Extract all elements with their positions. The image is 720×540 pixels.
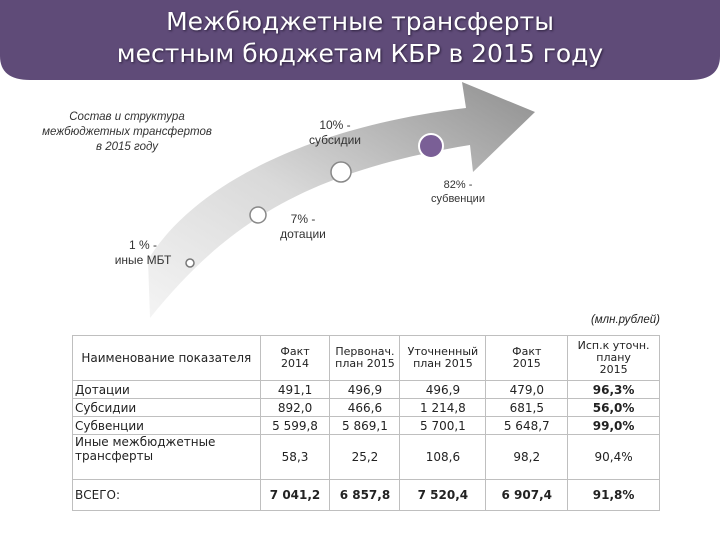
cell-refined-plan: 1 214,8 (400, 399, 486, 417)
header-text: Исп.к уточн. (577, 339, 650, 352)
cell-fact-2015: 479,0 (486, 381, 568, 399)
total-fact-2014: 7 041,2 (260, 480, 330, 511)
total-execution: 91,8% (568, 480, 660, 511)
cell-execution: 99,0% (568, 417, 660, 435)
row-name: Субвенции (73, 417, 261, 435)
structure-caption-line: межбюджетных трансфертов (42, 126, 212, 138)
subsidies-label (290, 118, 380, 148)
row-name: Дотации (73, 381, 261, 399)
transfers-table (72, 335, 660, 511)
subsidies-name: субсидии (309, 133, 361, 147)
row-name: Субсидии (73, 399, 261, 417)
cell-execution: 56,0% (568, 399, 660, 417)
cell-refined-plan: 5 700,1 (400, 417, 486, 435)
marker-subventions (331, 162, 351, 182)
header-text: Факт (512, 345, 542, 358)
header-fact-2014 (260, 336, 330, 381)
row-name: Иные межбюджетные трансферты (73, 435, 261, 480)
cell-execution: 90,4% (568, 435, 660, 480)
table-header-row (73, 336, 660, 381)
cell-refined-plan: 496,9 (400, 381, 486, 399)
other-percent: 1 % - (128, 238, 157, 252)
structure-caption (22, 110, 232, 155)
header-text: 2014 (281, 357, 310, 370)
table-total-row (73, 480, 660, 511)
header-text: план 2015 (335, 357, 395, 370)
header-text: Уточненный (407, 345, 479, 358)
cell-initial-plan: 496,9 (330, 381, 400, 399)
subsidies-percent: 10% - (319, 118, 351, 132)
cell-initial-plan: 5 869,1 (330, 417, 400, 435)
total-label: ВСЕГО: (73, 480, 261, 511)
header-text: Первонач. (335, 345, 395, 358)
total-initial-plan: 6 857,8 (330, 480, 400, 511)
cell-execution: 96,3% (568, 381, 660, 399)
units-note: (млн.рублей) (590, 314, 660, 326)
structure-caption-line: в 2015 году (96, 141, 158, 153)
table-row (73, 417, 660, 435)
header-text: 2015 (599, 363, 628, 376)
header-initial-plan (330, 336, 400, 381)
total-refined-plan: 7 520,4 (400, 480, 486, 511)
header-text: план 2015 (413, 357, 473, 370)
header-text: Факт (280, 345, 310, 358)
grants-label (268, 212, 338, 242)
total-fact-2015: 6 907,4 (486, 480, 568, 511)
cell-initial-plan: 25,2 (330, 435, 400, 480)
header-text: 2015 (512, 357, 541, 370)
cell-fact-2014: 5 599,8 (260, 417, 330, 435)
cell-fact-2015: 98,2 (486, 435, 568, 480)
title-line-2: местным бюджетам КБР в 2015 году (116, 39, 604, 68)
header-refined-plan (400, 336, 486, 381)
marker-grants (250, 207, 266, 223)
header-fact-2015 (486, 336, 568, 381)
grants-percent: 7% - (290, 212, 316, 226)
header-execution (568, 336, 660, 381)
table-row (73, 381, 660, 399)
header-name: Наименование показателя (73, 336, 261, 381)
grants-name: дотации (280, 227, 326, 241)
cell-fact-2015: 5 648,7 (486, 417, 568, 435)
subventions-name: субвенции (431, 193, 485, 205)
cell-initial-plan: 466,6 (330, 399, 400, 417)
header-text: плану (596, 351, 631, 364)
marker-subsidies (419, 134, 443, 158)
subventions-label (408, 178, 508, 206)
cell-fact-2014: 58,3 (260, 435, 330, 480)
table-row (73, 399, 660, 417)
structure-caption-line: Состав и структура (69, 111, 185, 123)
cell-fact-2015: 681,5 (486, 399, 568, 417)
cell-refined-plan: 108,6 (400, 435, 486, 480)
cell-fact-2014: 491,1 (260, 381, 330, 399)
other-transfers-label (96, 238, 190, 268)
subventions-percent: 82% - (443, 179, 473, 191)
other-name: иные МБТ (114, 253, 172, 267)
title-line-1: Межбюджетные трансферты (166, 7, 554, 36)
cell-fact-2014: 892,0 (260, 399, 330, 417)
table-row (73, 435, 660, 480)
